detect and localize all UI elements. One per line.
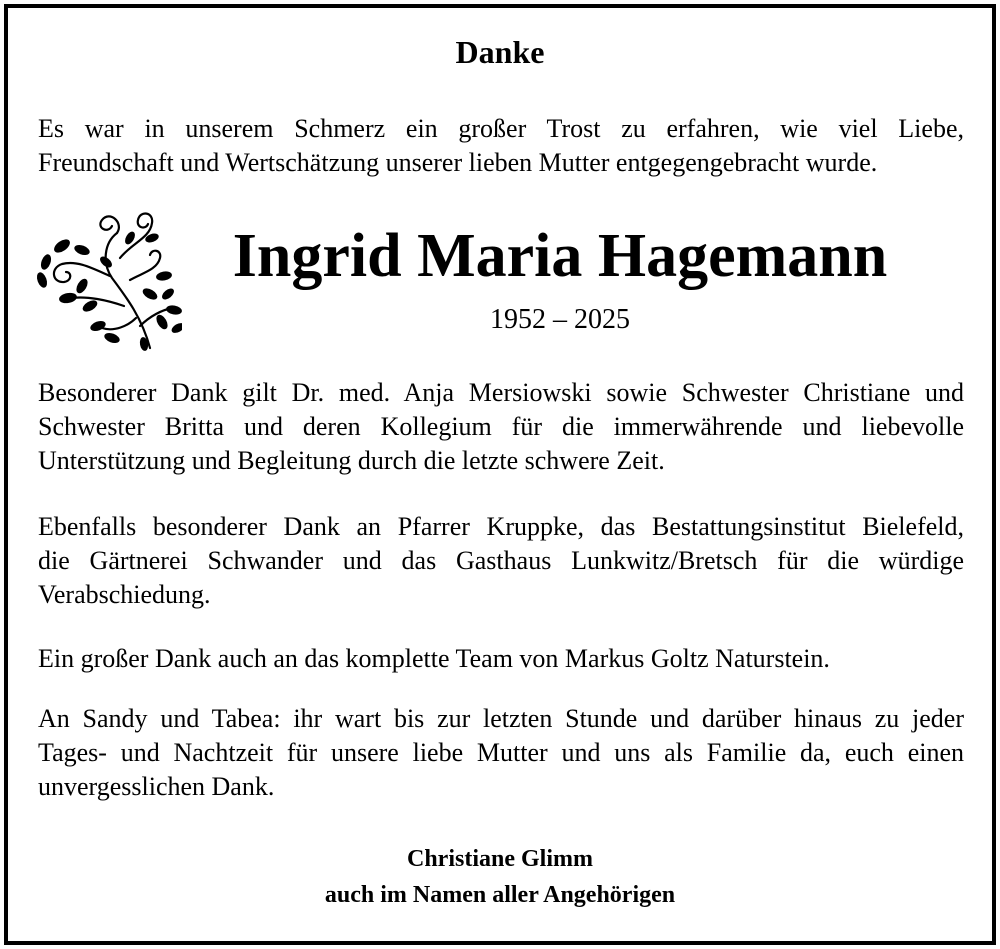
intro-line: Freundschaft und Wertschätzung unserer lieben Mutter entgegengebracht wurde. — [38, 148, 878, 177]
deceased-name: Ingrid Maria Hagemann — [232, 222, 888, 290]
paragraph-line: Verabschiedung. — [38, 580, 211, 609]
thanks-paragraph-4 — [38, 702, 964, 804]
intro-paragraph — [38, 112, 964, 180]
paragraph-line: Tages- und Nachtzeit für unsere liebe Mutter und uns als Familie da, euch einen — [38, 738, 964, 767]
paragraph-line: unvergesslichen Dank. — [38, 772, 275, 801]
paragraph-line: die Gärtnerei Schwander und das Gasthaus Lunkwitz/Bretsch für die würdige — [38, 546, 964, 575]
notice-heading: Danke — [455, 34, 545, 70]
paragraph-line: Unterstützung und Begleitung durch die letzte schwere Zeit. — [38, 446, 665, 475]
paragraph-line: Besonderer Dank gilt Dr. med. Anja Mersiowski sowie Schwester Christiane und — [38, 378, 964, 407]
life-dates: 1952 – 2025 — [490, 304, 630, 335]
signature-name: Christiane Glimm — [407, 846, 593, 872]
paragraph-line: Ebenfalls besonderer Dank an Pfarrer Kruppke, das Bestattungsinstitut Bielefeld, — [38, 512, 964, 541]
paragraph-line: Schwester Britta und deren Kollegium für die immerwährende und liebevolle — [38, 412, 964, 441]
signature-note: auch im Namen aller Angehörigen — [324, 882, 676, 908]
thanks-paragraph-1 — [38, 376, 964, 478]
paragraph-line: Ein großer Dank auch an das komplette Team von Markus Goltz Naturstein. — [38, 644, 830, 673]
thanks-paragraph-2 — [38, 510, 964, 612]
thanks-paragraph-3 — [38, 642, 964, 676]
paragraph-line: An Sandy und Tabea: ihr wart bis zur letzten Stunde und darüber hinaus zu jeder — [38, 704, 964, 733]
intro-line: Es war in unserem Schmerz ein großer Trost zu erfahren, wie viel Liebe, — [38, 114, 964, 143]
